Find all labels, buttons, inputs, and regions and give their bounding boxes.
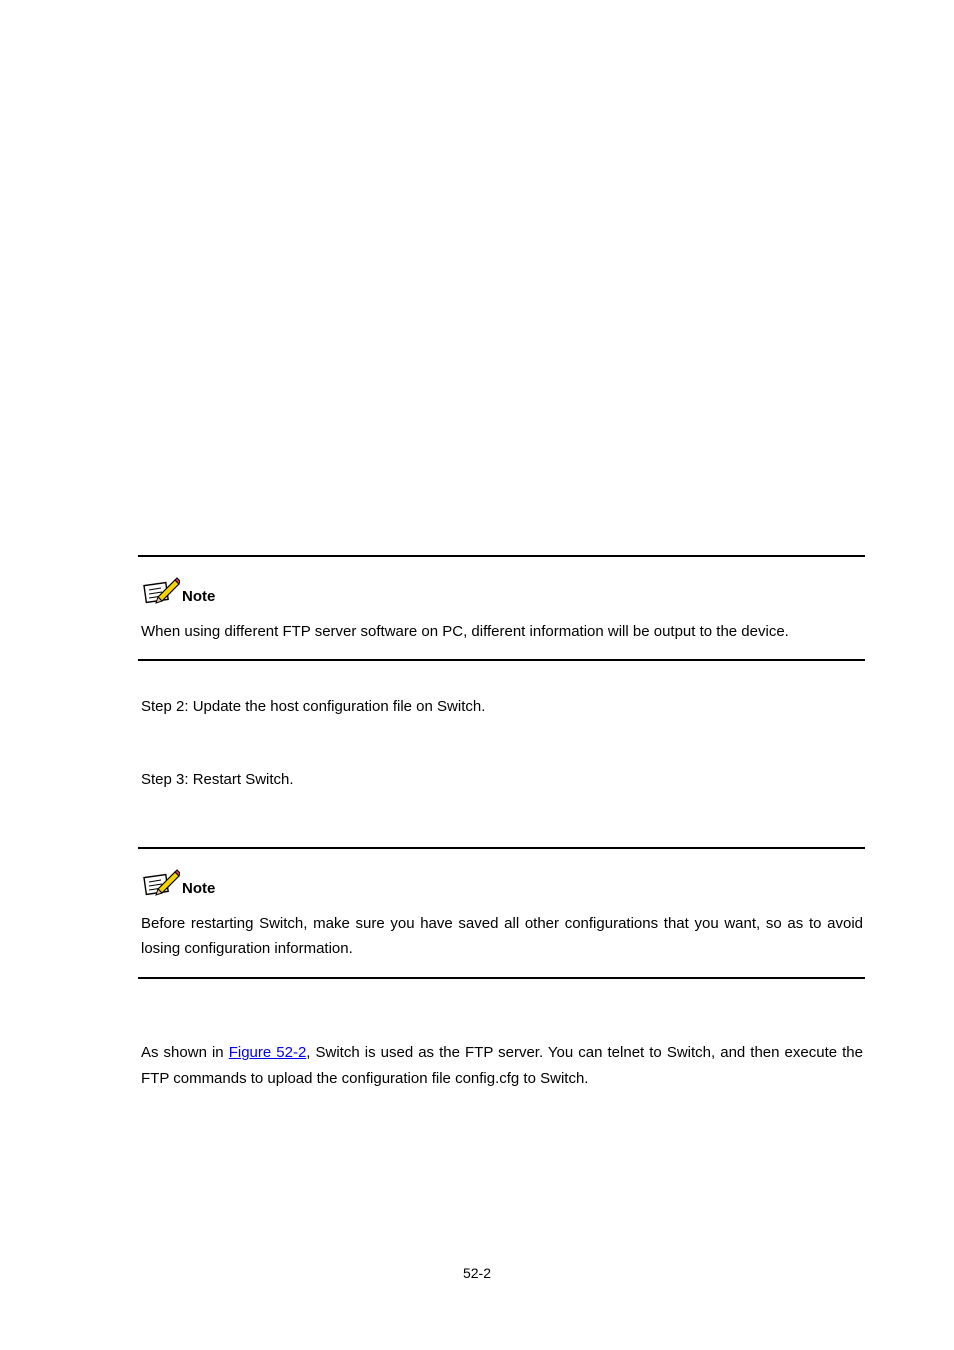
note1-header: [142, 575, 215, 605]
note1-label: Note: [182, 588, 216, 605]
step3-text: Step 3: Restart Switch.: [141, 771, 294, 788]
note2-bottom-rule: [138, 977, 865, 979]
note2-text: Before restarting Switch, make sure you have saved all other configurations that you want, so as to avoid losing configuration information.: [141, 915, 863, 957]
note2-top-rule: [138, 847, 865, 849]
ftp-server-paragraph: [141, 1040, 863, 1092]
note-pencil-icon: [142, 575, 180, 605]
note1-text: When using different FTP server software on PC, different information will be output to the device.: [141, 623, 789, 640]
note1-top-rule: [138, 555, 865, 557]
note-pencil-icon: [142, 867, 180, 897]
note1-bottom-rule: [138, 659, 865, 661]
paragraph-prefix: As shown in: [141, 1044, 229, 1061]
page-number: 52-2: [462, 1265, 492, 1281]
step2-text: Step 2: Update the host configuration file on Switch.: [141, 698, 486, 715]
paragraph-suffix: , Switch is used as the FTP server. You can telnet to Switch, and then execute the FTP commands to upload the configuration file config.cfg to Switch.: [141, 1044, 863, 1087]
note2-header: [142, 867, 215, 897]
figure-52-2-link[interactable]: Figure 52-2: [228, 1044, 307, 1061]
note2-label: Note: [182, 880, 216, 897]
